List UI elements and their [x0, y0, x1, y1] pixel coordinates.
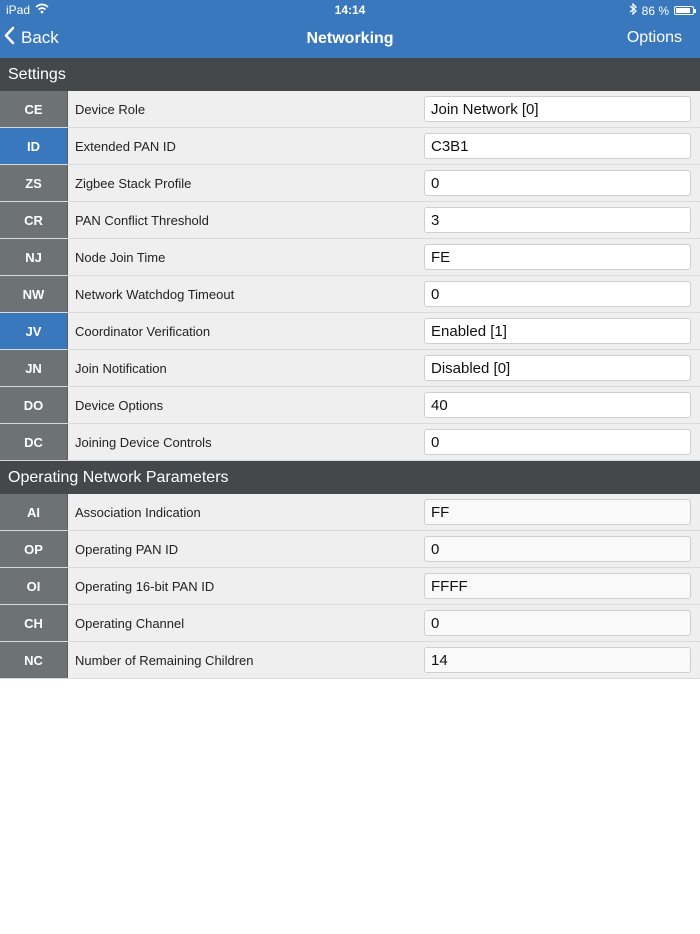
status-right [629, 3, 694, 18]
settings-section [0, 58, 700, 461]
setting-row-ch [0, 605, 700, 642]
param-label: Join Notification [75, 360, 167, 376]
param-label: Joining Device Controls [75, 434, 212, 450]
param-value-field[interactable]: Disabled [0] [424, 355, 691, 381]
status-time: 14:14 [334, 3, 366, 17]
setting-row-nj [0, 239, 700, 276]
param-code-ch[interactable]: CH [0, 605, 68, 641]
param-label: Operating 16-bit PAN ID [75, 578, 215, 594]
param-label: Operating Channel [75, 615, 185, 631]
section-header-operating: Operating Network Parameters [0, 461, 700, 494]
param-code-nj[interactable]: NJ [0, 239, 68, 275]
param-code-dc[interactable]: DC [0, 424, 68, 460]
setting-row-jn [0, 350, 700, 387]
param-code-ai[interactable]: AI [0, 494, 68, 530]
options-button[interactable]: Options [626, 29, 682, 46]
param-label: Device Role [75, 101, 146, 117]
param-label: Number of Remaining Children [75, 652, 254, 668]
setting-row-ce [0, 91, 700, 128]
param-value-field[interactable]: Join Network [0] [424, 96, 691, 122]
setting-row-nw [0, 276, 700, 313]
status-bar [0, 0, 700, 20]
param-code-do[interactable]: DO [0, 387, 68, 423]
param-label: Zigbee Stack Profile [75, 175, 192, 191]
setting-row-jv [0, 313, 700, 350]
param-label: Extended PAN ID [75, 138, 176, 154]
param-code-ce[interactable]: CE [0, 91, 68, 127]
setting-row-ai [0, 494, 700, 531]
setting-row-nc [0, 642, 700, 679]
param-label: Node Join Time [75, 249, 166, 265]
param-label: Association Indication [75, 504, 201, 520]
param-code-op[interactable]: OP [0, 531, 68, 567]
setting-row-oi [0, 568, 700, 605]
param-label: Coordinator Verification [75, 323, 211, 339]
param-value-field[interactable]: C3B1 [424, 133, 691, 159]
param-code-cr[interactable]: CR [0, 202, 68, 238]
param-value-field[interactable]: 0 [424, 170, 691, 196]
param-label: Device Options [75, 397, 164, 413]
back-label: Back [21, 28, 59, 47]
param-label: Network Watchdog Timeout [75, 286, 235, 302]
param-code-nc[interactable]: NC [0, 642, 68, 678]
param-code-id[interactable]: ID [0, 128, 68, 164]
page-title: Networking [306, 30, 394, 47]
operating-network-section [0, 461, 700, 679]
param-value-field[interactable]: FF [424, 499, 691, 525]
setting-row-do [0, 387, 700, 424]
param-code-zs[interactable]: ZS [0, 165, 68, 201]
param-value-field[interactable]: Enabled [1] [424, 318, 691, 344]
param-value-field[interactable]: 0 [424, 610, 691, 636]
param-value-field[interactable]: 40 [424, 392, 691, 418]
param-value-field[interactable]: 0 [424, 281, 691, 307]
bluetooth-icon [629, 3, 637, 18]
section-header-settings: Settings [0, 58, 700, 91]
battery-icon [674, 6, 694, 15]
setting-row-zs [0, 165, 700, 202]
param-value-field[interactable]: 14 [424, 647, 691, 673]
param-label: Operating PAN ID [75, 541, 179, 557]
param-value-field[interactable]: 0 [424, 536, 691, 562]
param-code-nw[interactable]: NW [0, 276, 68, 312]
settings-rows [0, 91, 700, 461]
param-value-field[interactable]: 3 [424, 207, 691, 233]
battery-percent: 86 % [641, 3, 669, 18]
setting-row-id [0, 128, 700, 165]
device-name: iPad [6, 3, 31, 17]
param-code-jv[interactable]: JV [0, 313, 68, 349]
param-value-field[interactable]: FFFF [424, 573, 691, 599]
param-code-oi[interactable]: OI [0, 568, 68, 604]
setting-row-cr [0, 202, 700, 239]
nav-bar [0, 20, 700, 58]
setting-row-dc [0, 424, 700, 461]
param-value-field[interactable]: 0 [424, 429, 691, 455]
setting-row-op [0, 531, 700, 568]
param-code-jn[interactable]: JN [0, 350, 68, 386]
param-value-field[interactable]: FE [424, 244, 691, 270]
param-label: PAN Conflict Threshold [75, 212, 209, 228]
operating-rows [0, 494, 700, 679]
